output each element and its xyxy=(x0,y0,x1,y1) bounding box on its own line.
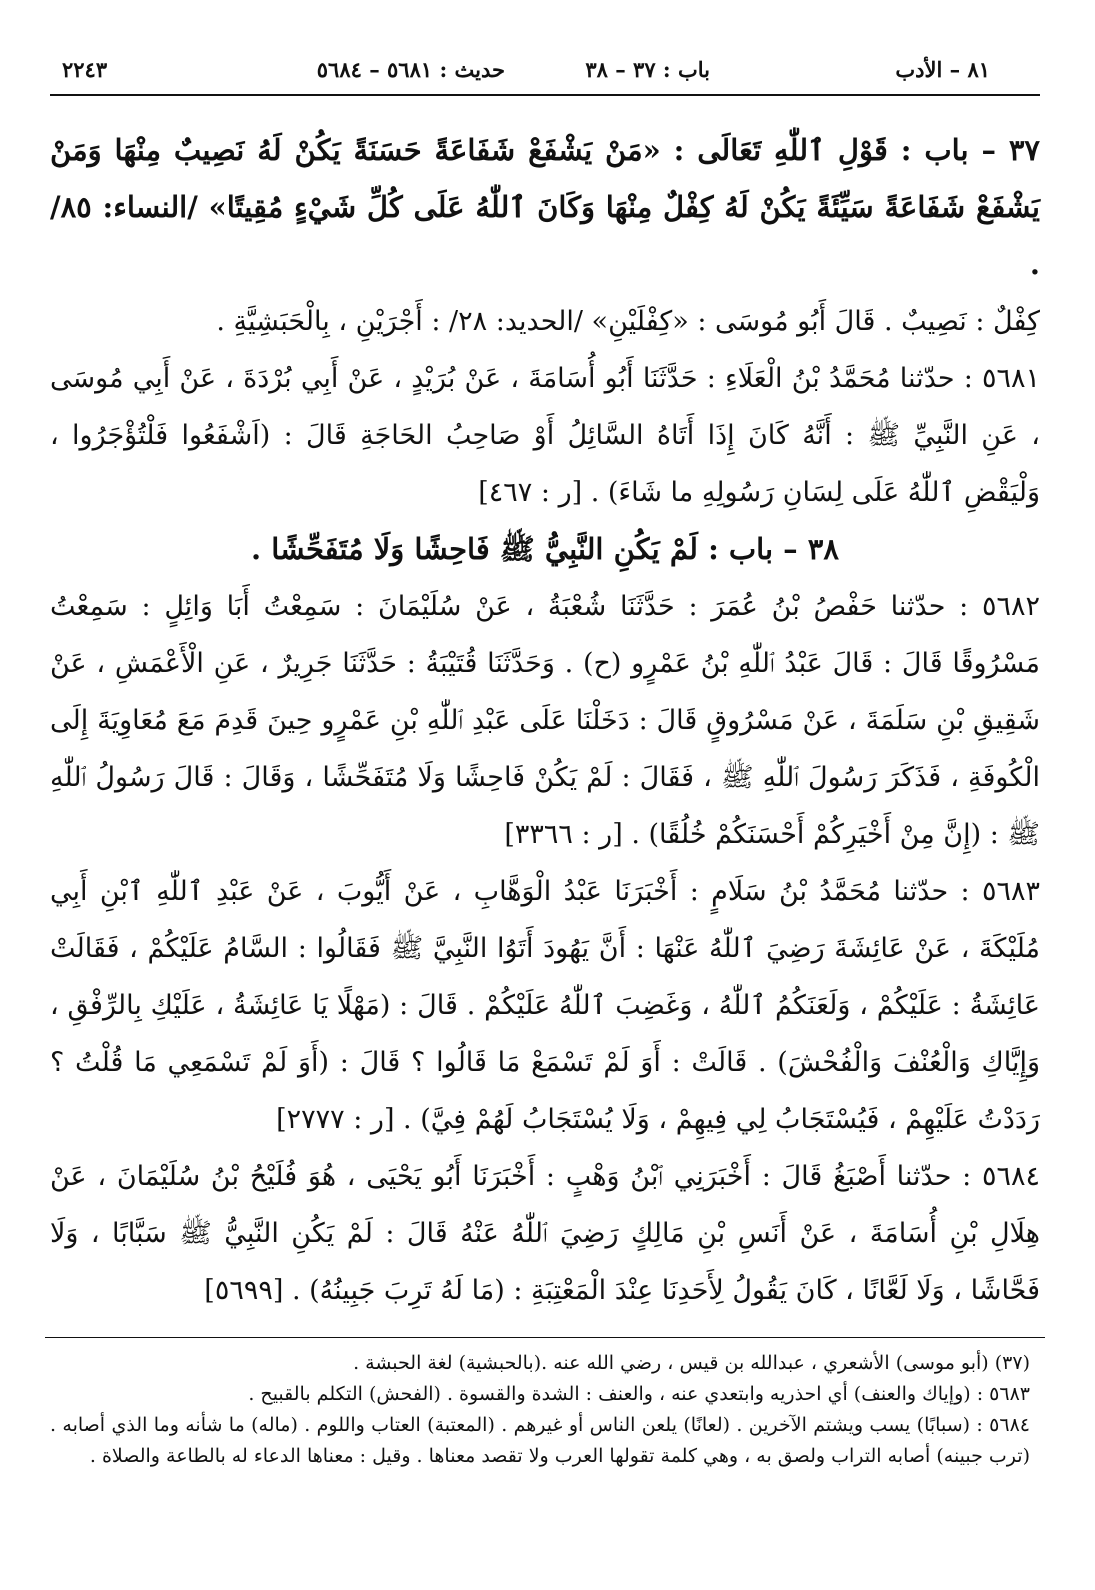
page-number: ٢٢٤٣ xyxy=(62,57,108,82)
hadith-5682: ٥٦٨٢ : حدّثنا حَفْصُ بْنُ عُمَرَ : حَدَّثَنَا شُعْبَةُ ، عَنْ سُلَيْمَانَ : سَمِعْتُ أَبَا وَائِلٍ : سَمِعْتُ مَسْرُوقًا قَالَ : قَالَ عَبْدُ ٱللّٰهِ بْنُ عَمْرٍو (ح) . وَحَدَّثَنَا قُتَيْبَةُ : حَدَّثَنَا جَرِيرٌ ، عَنِ الْأَعْمَشِ ، عَنْ شَقِيقِ بْنِ سَلَمَةَ ، عَنْ مَسْرُوقٍ قَالَ : دَخَلْنَا عَلَى عَبْدِ ٱللّٰهِ بْنِ عَمْرٍو حِينَ قَدِمَ مَعَ مُعَاوِيَةَ إِلَى الْكُوفَةِ ، فَذَكَرَ رَسُولَ ٱللّٰهِ ﷺ ، فَقَالَ : لَمْ يَكُنْ فَاحِشًا وَلَا مُتَفَحِّشًا ، وَقَالَ : قَالَ رَسُولُ ٱللّٰهِ ﷺ : (إِنَّ مِنْ أَخْيَرِكُمْ أَحْسَنَكُمْ خُلُقًا) . [ر : ٣٣٦٦] xyxy=(50,591,1040,850)
footnote-37: (٣٧) (أبو موسى) الأشعري ، عبدالله بن قيس ، رضي الله عنه .(بالحبشية) لغة الحبشة . xyxy=(353,1352,1030,1374)
running-header xyxy=(40,50,1050,90)
chapter-38-heading: ٣٨ – باب : لَمْ يَكُنِ النَّبِيُّ ﷺ فَاحِشًا وَلَا مُتَفَحِّشًا . xyxy=(251,532,839,566)
chapter-37-note: كِفْلٌ : نَصِيبٌ . قَالَ أَبُو مُوسَى : «كِفْلَيْنِ» /الحديد: ٢٨/ : أَجْرَيْنِ ، بِالْحَبَشِيَّةِ . xyxy=(216,306,1040,337)
hadith-5684: ٥٦٨٤ : حدّثنا أَصْبَغُ قَالَ : أَخْبَرَنِي ٱبْنُ وَهْبٍ : أَخْبَرَنَا أَبُو يَحْيَى ، هُوَ فُلَيْحُ بْنُ سُلَيْمَانَ ، عَنْ هِلَالِ بْنِ أُسَامَةَ ، عَنْ أَنَسِ بْنِ مَالِكٍ رَضِيَ ٱللّٰهُ عَنْهُ قَالَ : لَمْ يَكُنِ النَّبِيُّ ﷺ سَبَّابًا ، وَلَا فَحَّاشًا ، وَلَا لَعَّانًا ، كَانَ يَقُولُ لِأَحَدِنَا عِنْدَ الْمَعْتِبَةِ : (مَا لَهُ تَرِبَ جَبِينُهُ) . [٥٦٩٩] xyxy=(50,1161,1040,1306)
chapter-range: باب : ٣٧ – ٣٨ xyxy=(585,57,710,82)
footnote-5683: ٥٦٨٣ : (وإياك والعنف) أي احذريه وابتعدي عنه ، والعنف : الشدة والقسوة . (الفحش) التكلم بالقبيح . xyxy=(248,1383,1030,1405)
book-page xyxy=(40,50,1050,1472)
hadith-5683: ٥٦٨٣ : حدّثنا مُحَمَّدُ بْنُ سَلَامٍ : أَخْبَرَنَا عَبْدُ الْوَهَّابِ ، عَنْ أَيُّوبَ ، عَنْ عَبْدِ ٱللّٰهِ ٱبْنِ أَبِي مُلَيْكَةَ ، عَنْ عَائِشَةَ رَضِيَ ٱللّٰهُ عَنْهَا : أَنَّ يَهُودَ أَتَوُا النَّبِيَّ ﷺ فَقَالُوا : السَّامُ عَلَيْكُمْ ، فَقَالَتْ عَائِشَةُ : عَلَيْكُمْ ، وَلَعَنَكُمُ ٱللّٰهُ ، وَغَضِبَ ٱللّٰهُ عَلَيْكُمْ . قَالَ : (مَهْلًا يَا عَائِشَةُ ، عَلَيْكِ بِالرِّفْقِ ، وَإِيَّاكِ وَالْعُنْفَ وَالْفُحْشَ) . قَالَتْ : أَوَ لَمْ تَسْمَعْ مَا قَالُوا ؟ قَالَ : (أَوَ لَمْ تَسْمَعِي مَا قُلْتُ ؟ رَدَدْتُ عَلَيْهِمْ ، فَيُسْتَجَابُ لِي فِيهِمْ ، وَلَا يُسْتَجَابُ لَهُمْ فِيَّ) . [ر : ٢٧٧٧] xyxy=(50,876,1040,1135)
hadith-5681: ٥٦٨١ : حدّثنا مُحَمَّدُ بْنُ الْعَلَاءِ : حَدَّثَنَا أَبُو أُسَامَةَ ، عَنْ بُرَيْدٍ ، عَنْ أَبِي بُرْدَةَ ، عَنْ أَبِي مُوسَى ، عَنِ النَّبِيِّ ﷺ : أَنَّهُ كَانَ إِذَا أَتَاهُ السَّائِلُ أَوْ صَاحِبُ الحَاجَةِ قَالَ : (اَشْفَعُوا فَلْتُؤْجَرُوا ، وَلْيَقْضِ ٱللّٰهُ عَلَى لِسَانِ رَسُولِهِ ما شَاءَ) . [ر : ٤٦٧] xyxy=(50,363,1040,508)
header-rule xyxy=(50,94,1040,96)
main-text xyxy=(40,122,1050,1319)
book-title: ٨١ – الأدب xyxy=(895,57,990,82)
chapter-37-heading: ٣٧ – باب : قَوْلِ ٱللّٰهِ تَعَالَى : «مَنْ يَشْفَعْ شَفَاعَةً حَسَنَةً يَكُنْ لَهُ نَصِيبٌ مِنْهَا وَمَنْ يَشْفَعْ شَفَاعَةً سَيِّئَةً يَكُنْ لَهُ كِفْلٌ مِنْهَا وَكَانَ ٱللّٰهُ عَلَى كُلِّ شَيْءٍ مُقِيتًا» /النساء: ٨٥/ . xyxy=(50,133,1040,281)
footnotes xyxy=(40,1348,1050,1472)
footnote-5684: ٥٦٨٤ : (سبابًا) يسب ويشتم الآخرين . (لعانًا) يلعن الناس أو غيرهم . (المعتبة) العتاب واللوم . (ماله) ما شأنه وما الذي أصابه . (ترب جبينه) أصابه التراب ولصق به ، وهي كلمة تقولها العرب ولا تقصد معناها . وقيل : معناها الدعاء له بالطاعة والصلاة . xyxy=(50,1414,1030,1467)
hadith-range: حديث : ٥٦٨١ – ٥٦٨٤ xyxy=(316,57,505,82)
footnote-rule xyxy=(45,1337,1045,1338)
